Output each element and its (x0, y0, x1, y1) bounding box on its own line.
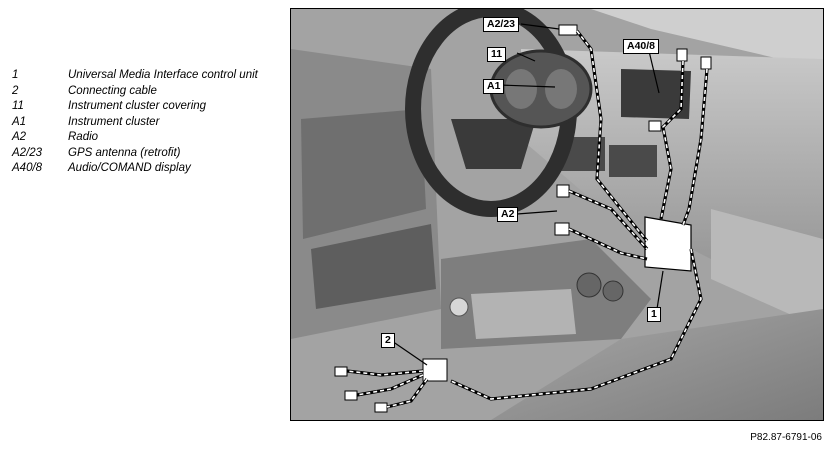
legend-description: Connecting cable (68, 84, 157, 97)
callout-2: 2 (381, 333, 395, 348)
legend-row-a40-8 (12, 161, 272, 177)
legend-description: Universal Media Interface control unit (68, 69, 258, 81)
legend-row-1 (12, 68, 272, 84)
clock-dial-2 (603, 281, 623, 301)
vehicle-interior-diagram (290, 8, 824, 421)
connector-a (677, 49, 687, 61)
console-tray (471, 289, 576, 339)
radio-connector-lower (555, 223, 569, 235)
interior-illustration (291, 9, 823, 420)
connector-b (701, 57, 711, 69)
legend-row-2 (12, 84, 272, 100)
steering-hub (451, 119, 536, 169)
media-plug-1 (335, 367, 347, 376)
callout-a40-8: A40/8 (623, 39, 659, 54)
legend-key: 1 (12, 69, 19, 81)
legend-description: Instrument cluster covering (68, 100, 207, 112)
clock-dial (577, 273, 601, 297)
gps-antenna-connector (559, 25, 577, 35)
legend-key: A2/23 (12, 146, 43, 159)
legend-key: A1 (12, 115, 27, 128)
legend-key: A40/8 (12, 162, 43, 174)
callout-1: 1 (647, 307, 661, 322)
cable-junction (423, 359, 447, 381)
legend-row-a2-23 (12, 146, 272, 162)
callout-a2: A2 (497, 207, 518, 222)
right-air-vent (609, 145, 657, 177)
legend-description: Audio/COMAND display (68, 162, 191, 174)
gauge-left (505, 69, 537, 109)
legend-row-a2 (12, 130, 272, 146)
media-plug-3 (375, 403, 387, 412)
media-plug-2 (345, 391, 357, 400)
legend-row-a1 (12, 115, 272, 131)
legend-key: 2 (12, 84, 19, 97)
legend-description: GPS antenna (retrofit) (68, 146, 181, 159)
legend-row-11 (12, 99, 272, 115)
display-connector (649, 121, 661, 131)
legend-key: A2 (12, 131, 27, 143)
legend (12, 68, 272, 177)
gauge-right (545, 69, 577, 109)
callout-a2-23: A2/23 (483, 17, 519, 32)
callout-a1: A1 (483, 79, 504, 94)
legend-description: Instrument cluster (68, 115, 160, 128)
callout-11: 11 (487, 47, 506, 62)
legend-key: 11 (12, 100, 24, 112)
figure-reference-code: P82.87-6791-06 (750, 432, 822, 443)
legend-description: Radio (68, 131, 99, 143)
radio-connector-upper (557, 185, 569, 197)
controller-knob (450, 298, 468, 316)
